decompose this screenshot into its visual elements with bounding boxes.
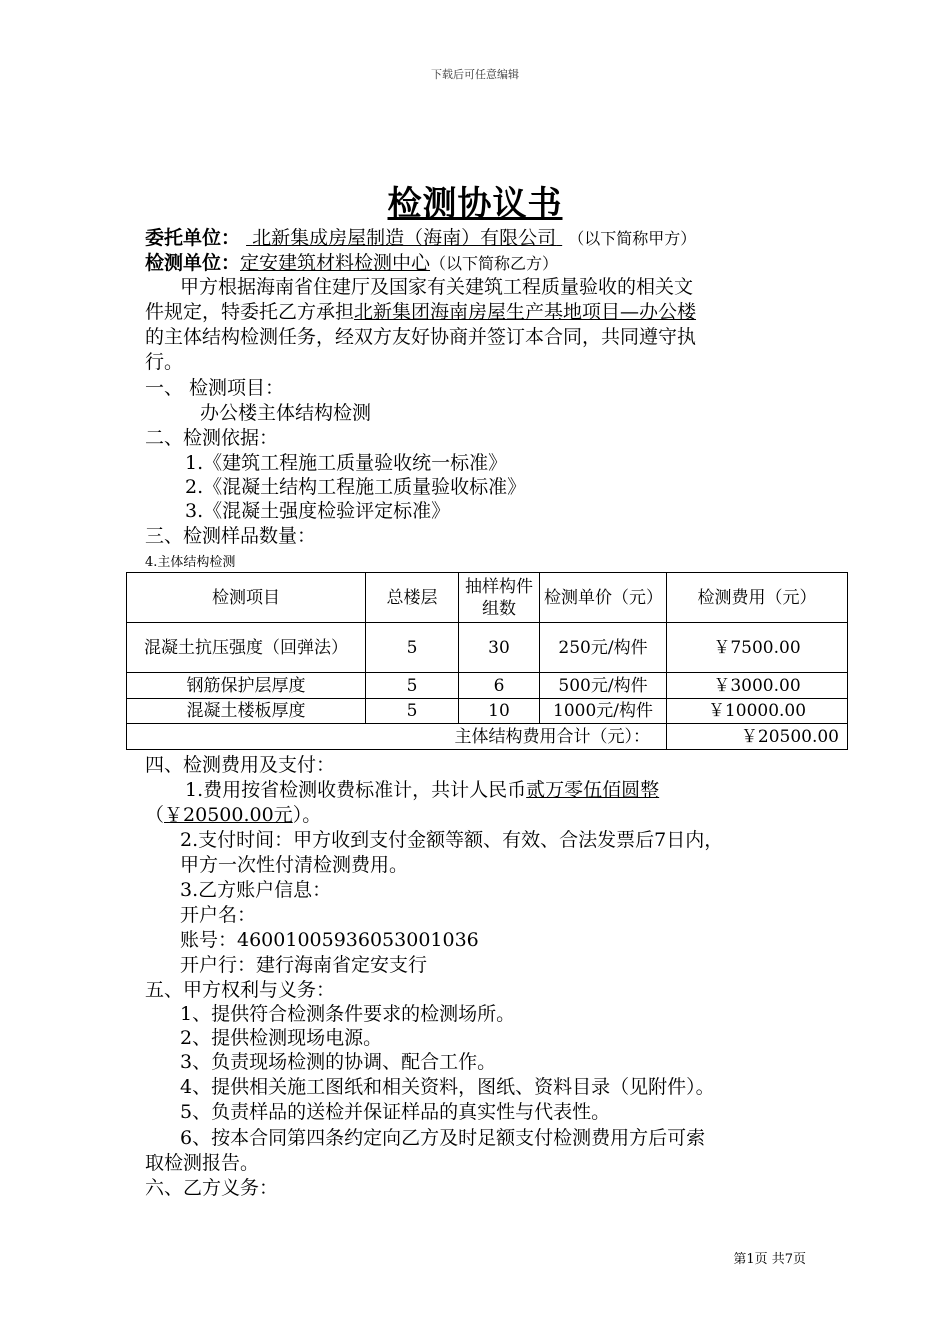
- section1-content: 办公楼主体结构检测: [200, 402, 372, 424]
- account-number: 账号：46001005936053001036: [180, 929, 479, 951]
- table-cell: 混凝土楼板厚度: [127, 699, 366, 724]
- obligation-item-cont: 取检测报告。: [145, 1152, 260, 1174]
- client-name: 北新集成房屋制造（海南）有限公司: [252, 227, 557, 249]
- client-line: [145, 226, 696, 251]
- table-cell: 5: [366, 673, 459, 699]
- intro-line-4: 行。: [145, 351, 184, 373]
- standard-item: 3.《混凝土强度检验评定标准》: [185, 500, 451, 522]
- tester-label: 检测单位：: [145, 252, 241, 274]
- document-title: 检测协议书: [387, 184, 563, 224]
- account-name: 开户名：: [180, 904, 257, 926]
- table-cell: 1000元/构件: [540, 699, 667, 724]
- fee-paragraph-1: 1.费用按省检测收费标准计，共计人民币贰万零伍佰圆整: [185, 779, 660, 801]
- table-cell: 混凝土抗压强度（回弹法）: [127, 623, 366, 673]
- total-value: ￥20500.00: [667, 724, 848, 750]
- table-caption: 4.主体结构检测: [145, 555, 236, 570]
- table-row: [127, 673, 848, 699]
- amount-in-words: 贰万零伍佰圆整: [526, 779, 660, 801]
- table-header-row: [127, 573, 848, 623]
- table-cell: ￥10000.00: [667, 699, 848, 724]
- table-cell: 5: [366, 623, 459, 673]
- table-cell: 5: [366, 699, 459, 724]
- table-cell: ￥7500.00: [667, 623, 848, 673]
- fee-table: [126, 572, 848, 750]
- tester-suffix: （以下简称乙方）: [430, 254, 559, 273]
- obligation-item: 6、按本合同第四条约定向乙方及时足额支付检测费用方后可索: [180, 1127, 706, 1149]
- obligation-item: 3、负责现场检测的协调、配合工作。: [180, 1051, 497, 1073]
- table-cell: 10: [459, 699, 540, 724]
- fee-paragraph-1-cont: （￥20500.00元）。: [145, 804, 322, 826]
- total-label: 主体结构费用合计（元）：: [127, 724, 667, 750]
- standard-item: 2.《混凝土结构工程施工质量验收标准》: [185, 476, 527, 498]
- table-cell: 250元/构件: [540, 623, 667, 673]
- section4-heading: 四、检测费用及支付：: [145, 754, 336, 776]
- fee-paragraph-2-cont: 甲方一次性付清检测费用。: [180, 854, 409, 876]
- page-number: 第1页 共7页: [733, 1252, 806, 1267]
- section2-heading: 二、检测依据：: [145, 427, 279, 449]
- table-total-row: [127, 724, 848, 750]
- client-suffix: （以下简称甲方）: [568, 229, 697, 248]
- section6-heading: 六、乙方义务：: [145, 1177, 279, 1199]
- section3-heading: 三、检测样品数量：: [145, 525, 317, 547]
- table-header-cell: 抽样构件组数: [459, 573, 540, 623]
- table-header-cell: 检测费用（元）: [667, 573, 848, 623]
- table-cell: 钢筋保护层厚度: [127, 673, 366, 699]
- section5-heading: 五、甲方权利与义务：: [145, 979, 336, 1001]
- obligation-item: 5、负责样品的送检并保证样品的真实性与代表性。: [180, 1101, 611, 1123]
- amount-in-figures: ￥20500.00元: [164, 804, 293, 826]
- table-header-cell: 检测单价（元）: [540, 573, 667, 623]
- header-note: 下载后可任意编辑: [431, 68, 519, 81]
- table-cell: 30: [459, 623, 540, 673]
- tester-line: [145, 251, 558, 276]
- section1-heading: 一、 检测项目：: [145, 377, 285, 399]
- intro-line-1: 甲方根据海南省住建厅及国家有关建筑工程质量验收的相关文: [180, 276, 694, 298]
- obligation-item: 2、提供检测现场电源。: [180, 1027, 383, 1049]
- table-cell: 500元/构件: [540, 673, 667, 699]
- project-name: 北新集团海南房屋生产基地项目—办公楼: [354, 301, 697, 323]
- table-header-cell: 总楼层: [366, 573, 459, 623]
- intro-line-2: 件规定，特委托乙方承担北新集团海南房屋生产基地项目—办公楼: [145, 301, 697, 323]
- bank-name: 开户行：建行海南省定安支行: [180, 954, 428, 976]
- table-row: [127, 623, 848, 673]
- client-label: 委托单位：: [145, 227, 241, 249]
- table-row: [127, 699, 848, 724]
- fee-paragraph-2: 2.支付时间：甲方收到支付金额等额、有效、合法发票后7日内，: [180, 829, 724, 851]
- account-info-heading: 3.乙方账户信息：: [180, 879, 332, 901]
- intro-line-3: 的主体结构检测任务，经双方友好协商并签订本合同，共同遵守执: [145, 326, 697, 348]
- table-cell: 6: [459, 673, 540, 699]
- table-cell: ￥3000.00: [667, 673, 848, 699]
- standard-item: 1.《建筑工程施工质量验收统一标准》: [185, 452, 508, 474]
- obligation-item: 1、提供符合检测条件要求的检测场所。: [180, 1003, 516, 1025]
- obligation-item: 4、提供相关施工图纸和相关资料，图纸、资料目录（见附件）。: [180, 1076, 715, 1098]
- table-header-cell: 检测项目: [127, 573, 366, 623]
- tester-name: 定安建筑材料检测中心: [240, 252, 431, 274]
